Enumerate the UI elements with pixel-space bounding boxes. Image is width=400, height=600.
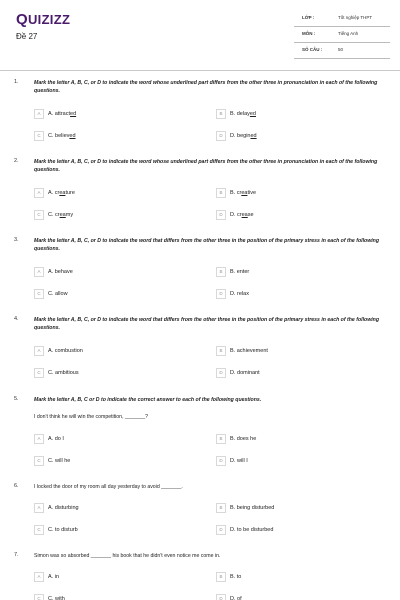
underlined-part: ea (59, 190, 66, 196)
question-text: I locked the door of my room all day yesterday to avoid _______. (34, 484, 183, 490)
option-label (230, 212, 254, 218)
option-letter-box[interactable]: A (34, 109, 44, 119)
underlined-part: ed (250, 133, 257, 139)
option-letter-box[interactable]: C (34, 594, 44, 600)
option-text: D. dominant (230, 370, 260, 376)
exam-info-box (294, 12, 390, 60)
option-label (230, 458, 248, 464)
question-text: Mark the letter A, B, C, or D to indicate the word that differs from the other three in the position of the primary stress in each of the following questions. (34, 317, 380, 331)
option-letter-box[interactable]: D (216, 456, 226, 466)
option-text-suffix: my (65, 212, 74, 218)
underlined-part: ed (249, 111, 256, 117)
option-label (230, 370, 260, 376)
option-text: A. behave (48, 269, 73, 275)
question-number: 4. (14, 316, 19, 322)
option-letter-box[interactable]: B (216, 503, 226, 513)
info-row-count (294, 44, 390, 59)
option-letter-box[interactable]: A (34, 188, 44, 198)
option-letter-box[interactable]: D (216, 525, 226, 535)
question-number: 2. (14, 158, 19, 164)
option-letter-box[interactable]: A (34, 434, 44, 444)
option-label (230, 527, 273, 533)
option-label (230, 436, 256, 442)
underlined-part: ea (241, 190, 248, 196)
question-number: 3. (14, 237, 19, 243)
option-letter-box[interactable]: D (216, 289, 226, 299)
option-letter-box[interactable]: D (216, 368, 226, 378)
option-text: A. cr (48, 190, 60, 196)
option-text: C. with (48, 596, 65, 600)
option-letter-box[interactable]: C (34, 368, 44, 378)
option-text: C. believ (48, 133, 70, 139)
option-letter-box[interactable]: A (34, 572, 44, 582)
page-header (0, 0, 400, 70)
exam-title: Đề 27 (16, 32, 38, 41)
option-letter-box[interactable]: A (34, 503, 44, 513)
question-text: Simon was so absorbed _______ his book that he didn't even notice me come in. (34, 553, 221, 559)
option-letter-box[interactable]: D (216, 594, 226, 600)
underlined-part: ed (69, 133, 76, 139)
quizizz-logo: QUIZIZZ (16, 11, 71, 28)
option-text: A. disturbing (48, 505, 79, 511)
option-label (48, 527, 78, 533)
header-divider (0, 70, 400, 71)
option-letter-box[interactable]: D (216, 131, 226, 141)
option-label (48, 291, 68, 297)
option-label (230, 269, 249, 275)
underlined-part: ea (59, 212, 66, 218)
question-number: 1. (14, 79, 19, 85)
option-text: B. delay (230, 111, 250, 117)
question-text: Mark the letter A, B, C or D to indicate the correct answer to each of the following questions. (34, 397, 262, 403)
option-text: D. will I (230, 458, 248, 464)
option-text-suffix: ture (65, 190, 75, 196)
option-text: B. to (230, 574, 242, 580)
info-label: LỚP : (302, 15, 315, 20)
question-number: 5. (14, 396, 19, 402)
option-label (48, 190, 75, 196)
info-value: 50 (338, 47, 344, 52)
info-label: SỐ CÂU : (302, 47, 323, 52)
option-text: B. cr (230, 190, 242, 196)
option-label (230, 348, 268, 354)
option-label (48, 111, 76, 117)
option-letter-box[interactable]: B (216, 434, 226, 444)
option-letter-box[interactable]: B (216, 188, 226, 198)
question-number: 6. (14, 483, 19, 489)
option-text: C. to disturb (48, 527, 78, 533)
option-letter-box[interactable]: B (216, 267, 226, 277)
info-row-subject (294, 28, 390, 43)
info-label: MÔN : (302, 31, 316, 36)
option-letter-box[interactable]: C (34, 131, 44, 141)
option-text: B. achievement (230, 348, 268, 354)
option-letter-box[interactable]: B (216, 572, 226, 582)
option-text: A. attract (48, 111, 71, 117)
option-label (230, 505, 274, 511)
option-label (48, 269, 73, 275)
option-text: D. of (230, 596, 242, 600)
option-text: B. does he (230, 436, 257, 442)
option-letter-box[interactable]: C (34, 456, 44, 466)
option-letter-box[interactable]: C (34, 289, 44, 299)
info-value: Tốt nghiệp THPT (338, 15, 373, 20)
option-letter-box[interactable]: C (34, 210, 44, 220)
question-text: Mark the letter A, B, C, or D to indicate the word whose underlined part differs from the other three in pronunciation in each of the following questions. (34, 80, 378, 94)
option-label (48, 458, 70, 464)
option-text: D. relax (230, 291, 249, 297)
option-label (48, 596, 65, 600)
option-text-suffix: tive (247, 190, 256, 196)
option-text-suffix: se (247, 212, 254, 218)
option-text: B. being disturbed (230, 505, 275, 511)
option-text: D. cr (230, 212, 242, 218)
option-label (48, 436, 64, 442)
question-number: 7. (14, 552, 19, 558)
option-label (48, 574, 59, 580)
option-label (48, 212, 73, 218)
info-row-class (294, 12, 390, 27)
option-text: A. in (48, 574, 60, 580)
option-label (230, 190, 256, 196)
option-text: C. ambitious (48, 370, 79, 376)
option-label (230, 133, 257, 139)
option-label (230, 291, 249, 297)
info-value: Tiếng Anh (338, 31, 359, 36)
option-text: D. to be disturbed (230, 527, 274, 533)
option-text: A. do I (48, 436, 64, 442)
question-text: Mark the letter A, B, C, or D to indicate the word whose underlined part differs from the other three in pronunciation in each of the following questions. (34, 159, 378, 173)
question-text: Mark the letter A, B, C, or D to indicate the word that differs from the other three in the position of the primary stress in each of the following questions. (34, 238, 380, 252)
option-label (48, 348, 83, 354)
underlined-part: ed (70, 111, 77, 117)
option-label (48, 370, 79, 376)
underlined-part: ea (241, 212, 248, 218)
option-label (48, 133, 76, 139)
option-label (230, 574, 241, 580)
option-letter-box[interactable]: A (34, 267, 44, 277)
option-label (230, 111, 256, 117)
option-text: B. enter (230, 269, 250, 275)
option-label (48, 505, 79, 511)
option-letter-box[interactable]: A (34, 346, 44, 356)
option-letter-box[interactable]: D (216, 210, 226, 220)
option-text: D. begin (230, 133, 251, 139)
option-letter-box[interactable]: B (216, 346, 226, 356)
option-label (230, 596, 242, 600)
option-letter-box[interactable]: B (216, 109, 226, 119)
option-text: C. allow (48, 291, 68, 297)
option-text: C. cr (48, 212, 60, 218)
option-text: C. will he (48, 458, 71, 464)
option-letter-box[interactable]: C (34, 525, 44, 535)
option-text: A. combustion (48, 348, 83, 354)
question-prompt: I don't think he will win the competition, _______? (34, 414, 149, 420)
